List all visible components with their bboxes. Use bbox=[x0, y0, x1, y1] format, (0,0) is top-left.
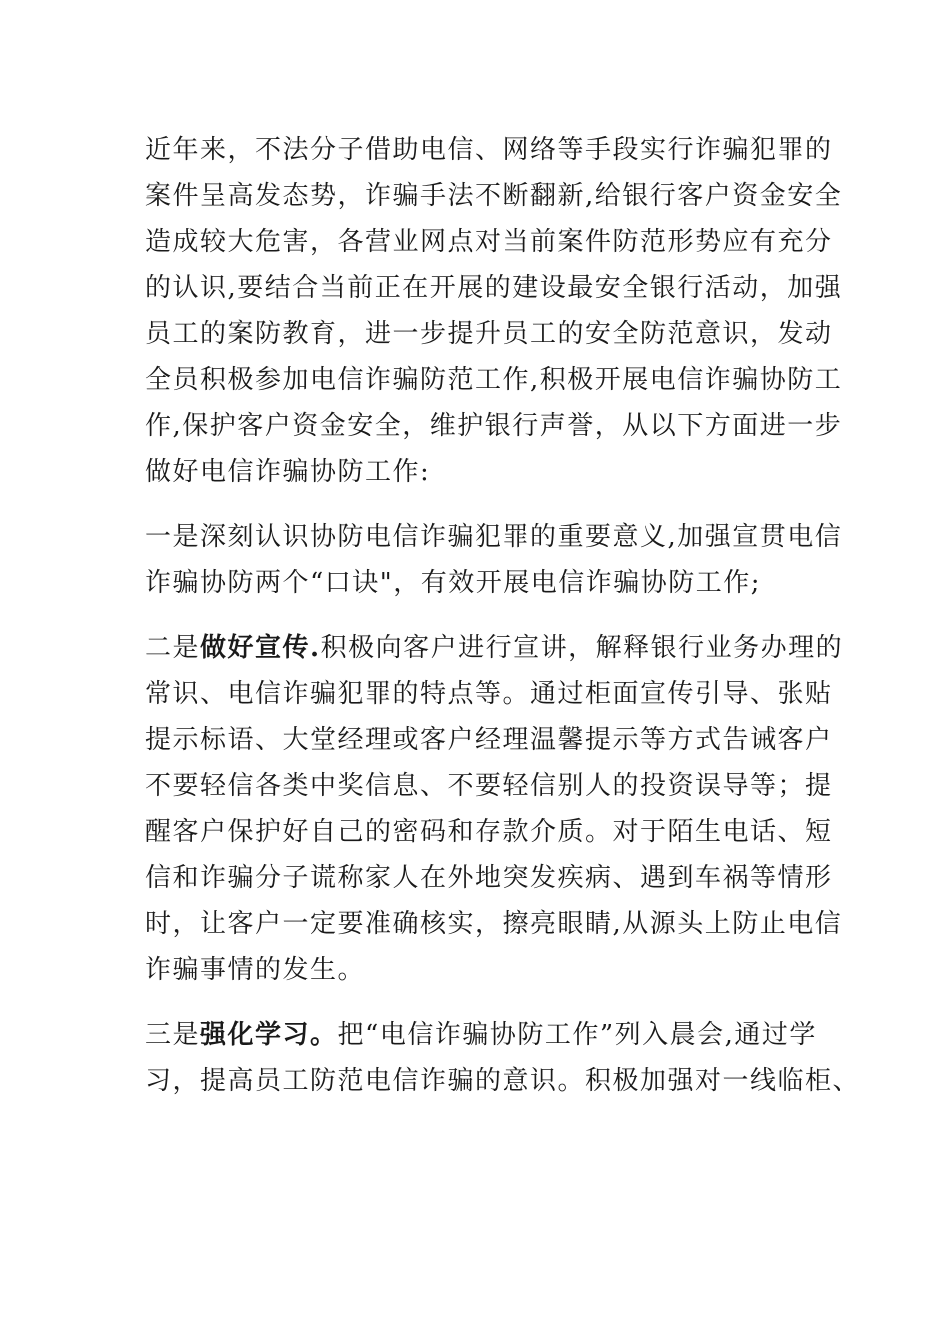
text-line: 习，提高员工防范电信诈骗的意识。积极加强对一线临柜、 bbox=[145, 1066, 861, 1096]
text-line: 做好电信诈骗协防工作: bbox=[145, 457, 431, 487]
point-prefix: 二是 bbox=[145, 633, 201, 663]
text-line: 诈骗协防两个“口诀"，有效开展电信诈骗协防工作; bbox=[145, 568, 762, 598]
document-body bbox=[145, 127, 861, 1104]
text-line: 员工的案防教育，进一步提升员工的安全防范意识，发动 bbox=[145, 319, 833, 349]
point-heading: 做好宣传. bbox=[200, 633, 321, 663]
text-line: 的认识,要结合当前正在开展的建设最安全银行活动，加强 bbox=[145, 273, 843, 303]
text-line: 醒客户保护好自己的密码和存款介质。对于陌生电话、短 bbox=[145, 817, 833, 847]
text-line: 一是深刻认识协防电信诈骗犯罪的重要意义,加强宣贯电信 bbox=[145, 522, 843, 552]
paragraph-point-two bbox=[145, 625, 844, 993]
text-line: 造成较大危害，各营业网点对当前案件防范形势应有充分 bbox=[145, 227, 833, 257]
text-line: 常识、电信诈骗犯罪的特点等。通过柜面宣传引导、张贴 bbox=[145, 679, 833, 709]
text-line bbox=[145, 1012, 817, 1058]
text-line: 提示标语、大堂经理或客户经理温馨提示等方式告诫客户 bbox=[145, 725, 833, 755]
point-text: 把“电信诈骗协防工作”列入晨会,通过学 bbox=[337, 1020, 817, 1050]
text-line: 时，让客户一定要准确核实，擦亮眼睛,从源头上防止电信 bbox=[145, 909, 843, 939]
text-line: 不要轻信各类中奖信息、不要轻信别人的投资误导等；提 bbox=[145, 771, 833, 801]
text-line: 全员积极参加电信诈骗防范工作,积极开展电信诈骗协防工 bbox=[145, 365, 843, 395]
text-line: 诈骗事情的发生。 bbox=[145, 955, 366, 985]
point-text: 积极向客户进行宣讲，解释银行业务办理的 bbox=[320, 633, 844, 663]
point-heading: 强化学习。 bbox=[200, 1020, 338, 1050]
paragraph-intro bbox=[145, 127, 843, 495]
text-line: 信和诈骗分子谎称家人在外地突发疾病、遇到车祸等情形 bbox=[145, 863, 833, 893]
paragraph-point-three bbox=[145, 1012, 861, 1104]
paragraph-point-one bbox=[145, 514, 843, 606]
text-line: 作,保护客户资金安全，维护银行声誉，从以下方面进一步 bbox=[145, 411, 843, 441]
text-line: 案件呈高发态势，诈骗手法不断翻新,给银行客户资金安全 bbox=[145, 181, 843, 211]
point-prefix: 三是 bbox=[145, 1020, 201, 1050]
text-line: 近年来，不法分子借助电信、网络等手段实行诈骗犯罪的 bbox=[145, 135, 833, 165]
text-line bbox=[145, 625, 844, 671]
